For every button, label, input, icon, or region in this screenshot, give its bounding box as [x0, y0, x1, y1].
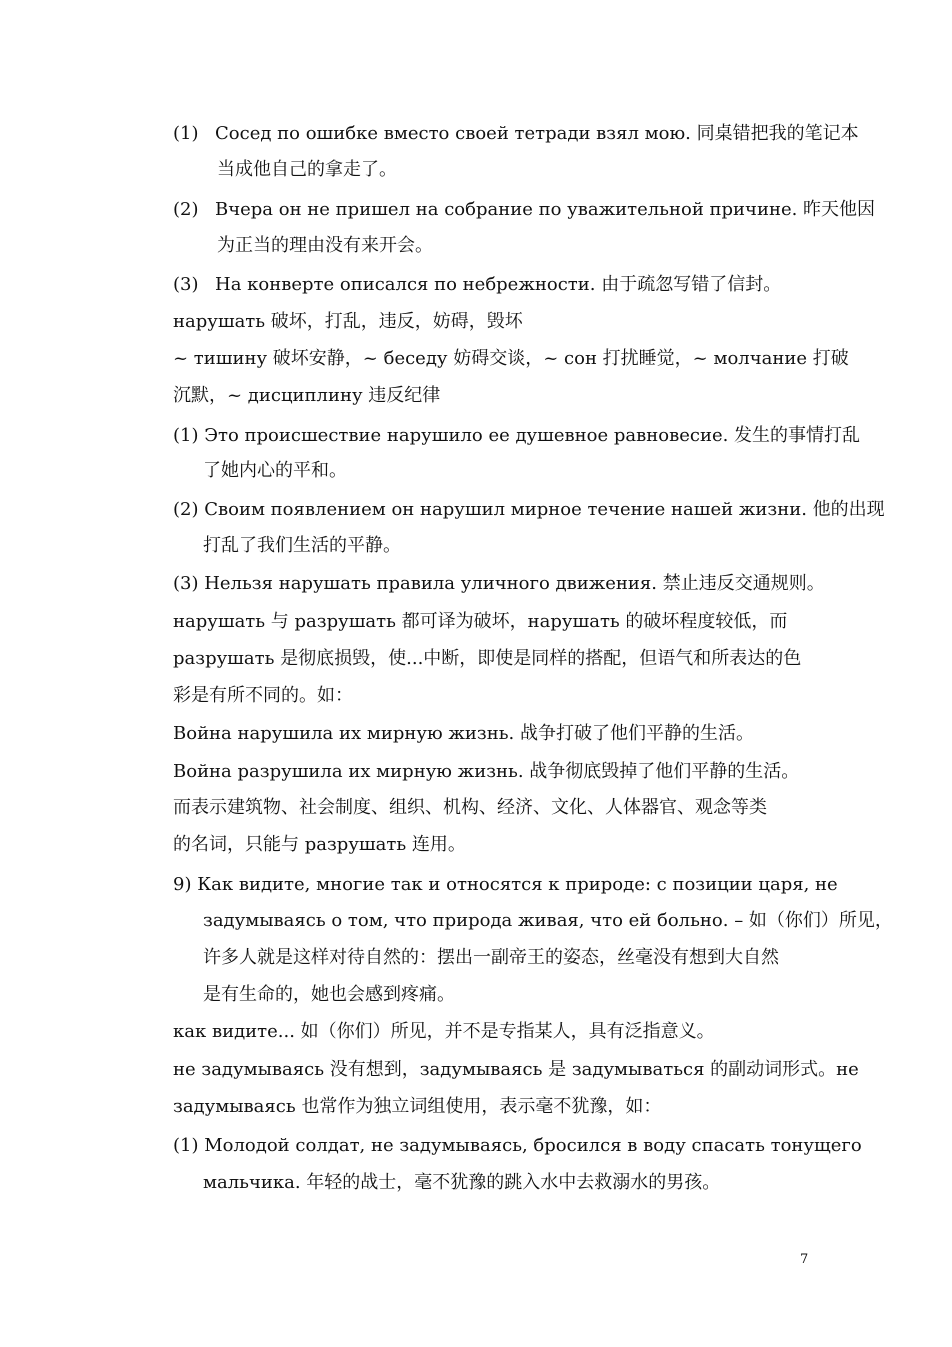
- text-line: 沉默，~ дисциплину 违反纪律: [173, 385, 441, 406]
- line-text: На конверте описался по небрежности. 由于疏忽写错了信封。: [215, 274, 782, 295]
- text-line: не задумываясь 没有想到，задумываясь 是 задумываться 的副动词形式。не: [173, 1059, 859, 1080]
- text-line: Война нарушила их мирную жизнь. 战争打破了他们平静的生活。: [173, 723, 754, 744]
- text-line: ~ тишину 破坏安静，~ беседу 妨碍交谈，~ сон 打扰睡觉，~ молчание 打破: [173, 348, 849, 369]
- item-number: (1): [173, 123, 199, 144]
- text-line: 是有生命的，她也会感到疼痛。: [203, 984, 455, 1005]
- text-line: нарушать 与 разрушать 都可译为破坏，нарушать 的破坏程度较低，而: [173, 611, 788, 632]
- text-line: разрушать 是彻底损毁，使...中断，即使是同样的搭配，但语气和所表达的色: [173, 648, 802, 669]
- text-line: Война разрушила их мирную жизнь. 战争彻底毁掉了他们平静的生活。: [173, 761, 800, 782]
- text-line: 的名词，只能与 разрушать 连用。: [173, 834, 466, 855]
- text-line: 打乱了我们生活的平静。: [203, 535, 401, 556]
- example-line: (1) Это происшествие нарушило ее душевное равновесие. 发生的事情打乱: [173, 425, 861, 446]
- text-line: 许多人就是这样对待自然的：摆出一副帝王的姿态，丝毫没有想到大自然: [203, 947, 779, 968]
- text-line: 了她内心的平和。: [203, 460, 347, 481]
- sentence-line: 9) Как видите, многие так и относятся к природе: с позиции царя, не: [173, 874, 838, 895]
- text-line: мальчика. 年轻的战士，毫不犹豫的跳入水中去救溺水的男孩。: [203, 1172, 721, 1193]
- text-line: 为正当的理由没有来开会。: [217, 235, 433, 256]
- item-number: (2): [173, 199, 199, 220]
- text-line: задумываясь о том, что природа живая, что ей больно. – 如（你们）所见，: [203, 910, 893, 931]
- example-line: [173, 122, 859, 146]
- item-number: (3): [173, 274, 199, 295]
- line-text: Вчера он не пришел на собрание по уважительной причине. 昨天他因: [215, 199, 876, 220]
- example-line: (2) Своим появлением он нарушил мирное течение нашей жизни. 他的出现: [173, 499, 885, 520]
- example-line: [173, 273, 781, 297]
- text-line: 而表示建筑物、社会制度、组织、机构、经济、文化、人体器官、观念等类: [173, 797, 767, 818]
- text-line: как видите... 如（你们）所见，并不是专指某人，具有泛指意义。: [173, 1021, 715, 1042]
- example-line: [173, 198, 875, 222]
- text-line: задумываясь 也常作为独立词组使用，表示毫不犹豫，如：: [173, 1096, 662, 1117]
- term-line: нарушать 破坏，打乱，违反，妨碍，毁坏: [173, 311, 523, 332]
- text-line: 当成他自己的拿走了。: [217, 159, 397, 180]
- page-number: 7: [800, 1252, 809, 1267]
- example-line: (1) Молодой солдат, не задумываясь, бросился в воду спасать тонущего: [173, 1135, 862, 1156]
- example-line: (3) Нельзя нарушать правила уличного движения. 禁止违反交通规则。: [173, 573, 825, 594]
- line-text: Сосед по ошибке вместо своей тетради взял мою. 同桌错把我的笔记本: [215, 123, 859, 144]
- text-line: 彩是有所不同的。如：: [173, 685, 353, 706]
